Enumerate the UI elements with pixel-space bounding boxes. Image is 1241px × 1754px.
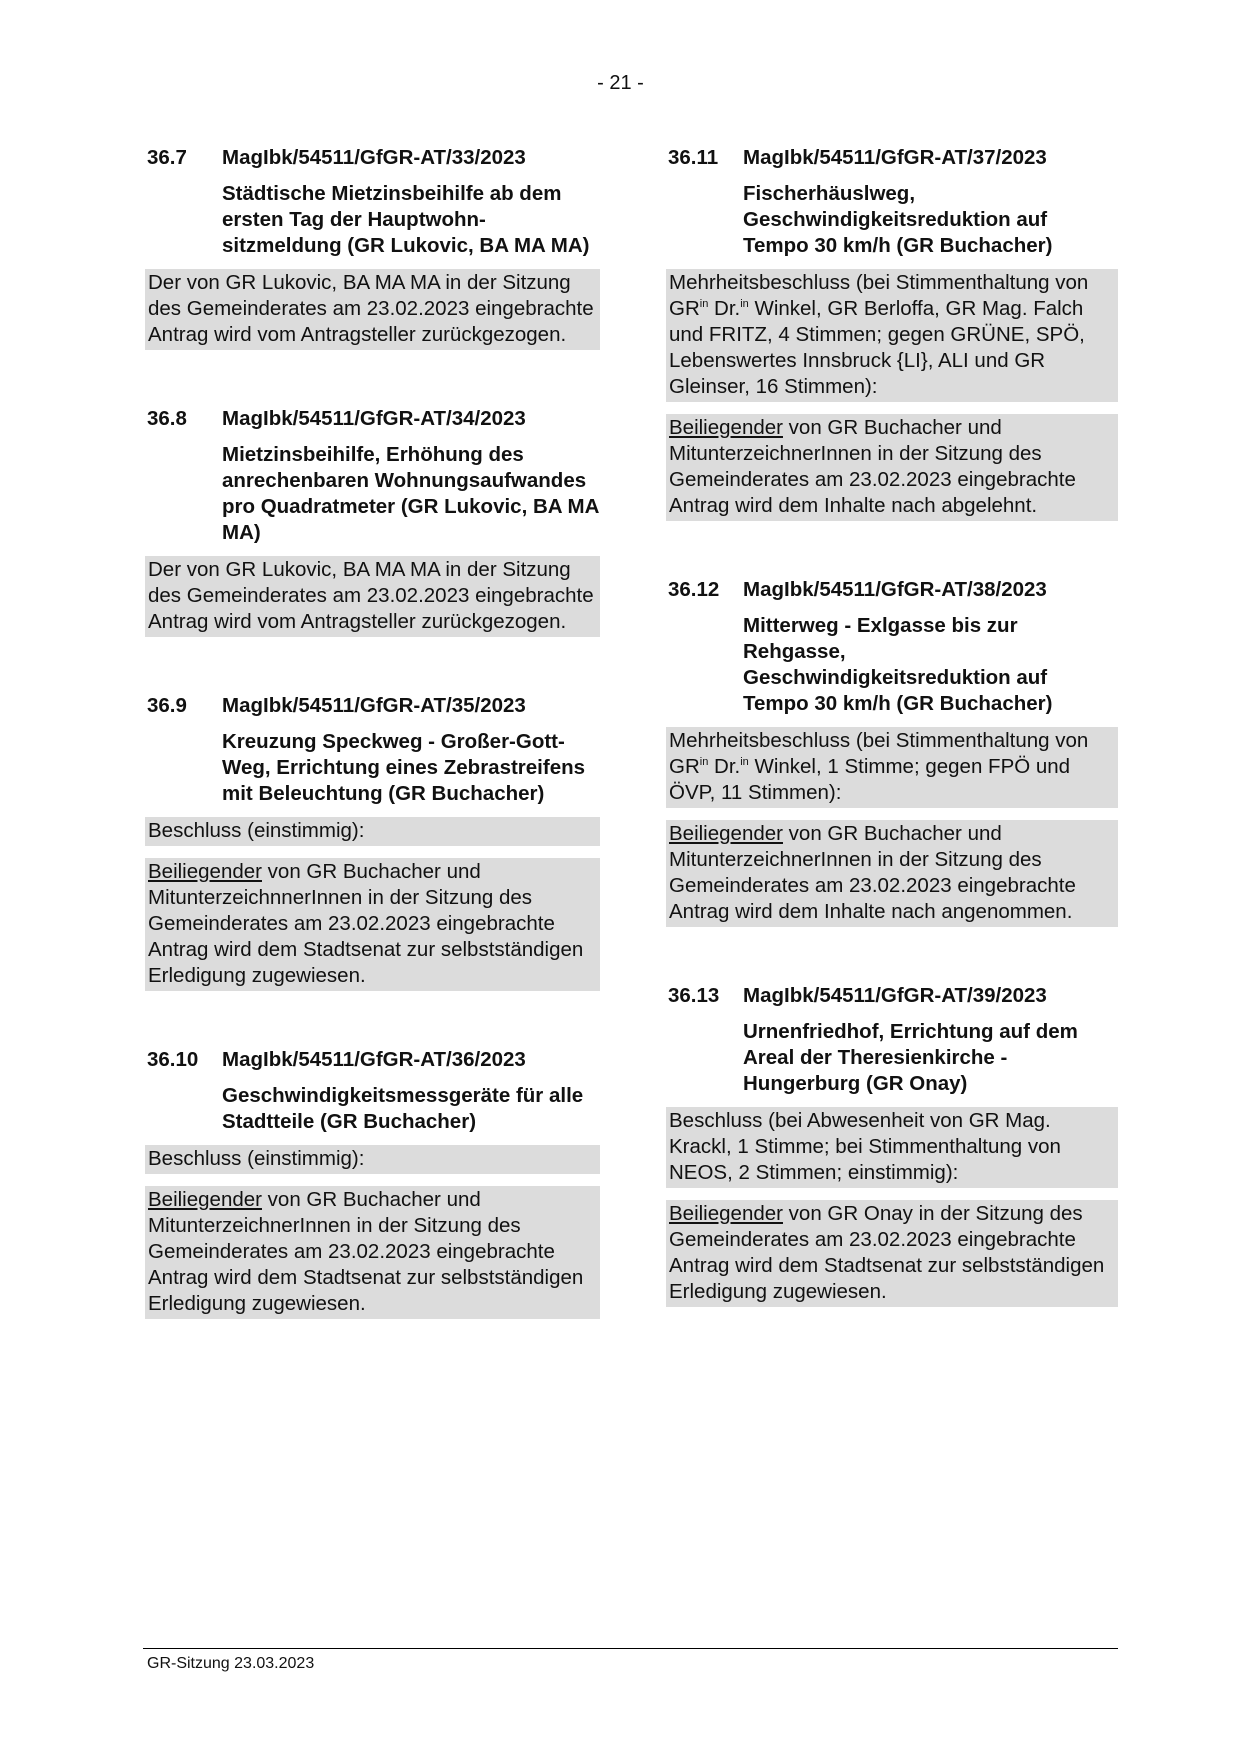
agenda-item <box>145 693 600 991</box>
body-text: von GR Buchacher und MitunterzeichnerInnen in der Sitzung des Gemeinderates am 23.02.2023 eingebrachte Antrag wird dem Inhalte nach abgelehnt. <box>669 416 1076 517</box>
body-link-word: Beiliegender <box>669 822 783 845</box>
item-title: Urnenfriedhof, Errichtung auf dem Areal der Theresienkirche - Hungerburg (GR Onay) <box>743 1020 1078 1095</box>
body-text: von GR Buchacher und MitunterzeichnerInnen in der Sitzung des Gemeinderates am 23.02.2023 eingebrachte Antrag wird dem Stadtsenat zur selbstständigen Erledigung zugewiesen. <box>148 1188 584 1315</box>
agenda-item <box>145 1047 600 1319</box>
body-link-word: Beiliegender <box>669 1202 783 1225</box>
decision-sup: in <box>699 756 709 769</box>
item-body <box>145 858 600 991</box>
decision-text: Winkel, GR Berloffa, GR Mag. Falch und FRITZ, 4 Stimmen; gegen GRÜNE, SPÖ, Lebenswertes Innsbruck {LI}, ALI und GR Gleinser, 16 Stimmen): <box>669 297 1085 398</box>
item-code: MagIbk/54511/GfGR-AT/38/2023 <box>743 578 1047 601</box>
decision-sup: in <box>699 298 709 311</box>
page-number: - 21 - <box>597 72 644 94</box>
item-decision <box>666 269 1118 402</box>
item-number: 36.9 <box>147 694 187 717</box>
agenda-item <box>145 406 600 637</box>
item-header <box>666 145 1118 171</box>
body-text: von GR Onay in der Sitzung des Gemeinderates am 23.02.2023 eingebrachte Antrag wird dem Stadtsenat zur selbstständigen Erledigung zugewiesen. <box>669 1202 1105 1303</box>
item-body <box>666 1200 1118 1307</box>
item-header <box>666 577 1118 603</box>
item-number: 36.7 <box>147 146 187 169</box>
body-text: von GR Buchacher und MitunterzeichnerInnen in der Sitzung des Gemeinderates am 23.02.2023 eingebrachte Antrag wird dem Inhalte nach angenommen. <box>669 822 1076 923</box>
item-code: MagIbk/54511/GfGR-AT/33/2023 <box>222 146 526 169</box>
left-column <box>145 145 600 1375</box>
decision-text: Mehrheitsbeschluss (bei Stimmenthaltung von GR <box>669 729 1089 778</box>
item-number: 36.13 <box>668 984 720 1007</box>
item-header <box>666 983 1118 1009</box>
item-code: MagIbk/54511/GfGR-AT/34/2023 <box>222 407 526 430</box>
item-code: MagIbk/54511/GfGR-AT/39/2023 <box>743 984 1047 1007</box>
item-decision <box>666 727 1118 808</box>
item-code: MagIbk/54511/GfGR-AT/36/2023 <box>222 1048 526 1071</box>
body-link-word: Beiliegender <box>669 416 783 439</box>
agenda-item <box>145 145 600 350</box>
item-header <box>145 406 600 432</box>
decision-sup: in <box>740 756 749 769</box>
item-body: Der von GR Lukovic, BA MA MA in der Sitzung des Gemeinderates am 23.02.2023 eingebrachte Antrag wird vom Antragsteller zurückgezogen. <box>145 269 600 350</box>
body-link-word: Beiliegender <box>148 860 262 883</box>
item-title: Kreuzung Speckweg - Großer-Gott-Weg, Errichtung eines Zebrastreifens mit Beleuchtung (GR Buchacher) <box>222 730 586 805</box>
agenda-item <box>666 145 1118 521</box>
agenda-item <box>666 983 1118 1307</box>
item-decision: Beschluss (einstimmig): <box>145 817 600 846</box>
item-number: 36.10 <box>147 1048 199 1071</box>
item-number: 36.11 <box>668 146 719 169</box>
item-number: 36.8 <box>147 407 187 430</box>
decision-sup: in <box>740 298 749 311</box>
body-link-word: Beiliegender <box>148 1188 262 1211</box>
item-body <box>145 1186 600 1319</box>
item-body: Der von GR Lukovic, BA MA MA in der Sitzung des Gemeinderates am 23.02.2023 eingebrachte Antrag wird vom Antragsteller zurückgezogen. <box>145 556 600 637</box>
decision-text: Dr. <box>708 755 741 778</box>
item-title: Fischerhäuslweg, Geschwindigkeitsreduktion auf Tempo 30 km/h (GR Buchacher) <box>743 182 1053 257</box>
item-body <box>666 820 1118 927</box>
decision-text: Dr. <box>708 297 741 320</box>
body-text: von GR Buchacher und MitunterzeichnnerInnen in der Sitzung des Gemeinderates am 23.02.2023 eingebrachte Antrag wird dem Stadtsenat zur selbstständigen Erledigung zugewiesen. <box>148 860 584 987</box>
item-title: Mietzinsbeihilfe, Erhöhung des anrechenbaren Wohnungsaufwandes pro Quadratmeter (GR Lukovic, BA MA MA) <box>222 443 599 544</box>
item-decision: Beschluss (einstimmig): <box>145 1145 600 1174</box>
item-header <box>145 1047 600 1073</box>
item-title: Mitterweg - Exlgasse bis zur Rehgasse, Geschwindigkeitsreduktion auf Tempo 30 km/h (GR Buchacher) <box>743 614 1053 715</box>
footer-text: GR-Sitzung 23.03.2023 <box>147 1655 315 1672</box>
item-code: MagIbk/54511/GfGR-AT/37/2023 <box>743 146 1047 169</box>
item-decision: Beschluss (bei Abwesenheit von GR Mag. Krackl, 1 Stimme; bei Stimmenthaltung von NEOS, 2 Stimmen; einstimmig): <box>666 1107 1118 1188</box>
right-column <box>666 145 1118 1363</box>
decision-text: Winkel, 1 Stimme; gegen FPÖ und ÖVP, 11 Stimmen): <box>669 755 1071 804</box>
item-header <box>145 693 600 719</box>
footer-divider <box>143 1648 1118 1649</box>
agenda-item <box>666 577 1118 927</box>
decision-text: Mehrheitsbeschluss (bei Stimmenthaltung von GR <box>669 271 1089 320</box>
item-title: Geschwindigkeitsmessgeräte für alle Stadtteile (GR Buchacher) <box>222 1084 584 1133</box>
item-header <box>145 145 600 171</box>
item-number: 36.12 <box>668 578 720 601</box>
item-title: Städtische Mietzinsbeihilfe ab dem ersten Tag der Hauptwohn-sitzmeldung (GR Lukovic, BA MA MA) <box>222 182 590 257</box>
item-body <box>666 414 1118 521</box>
item-code: MagIbk/54511/GfGR-AT/35/2023 <box>222 694 526 717</box>
